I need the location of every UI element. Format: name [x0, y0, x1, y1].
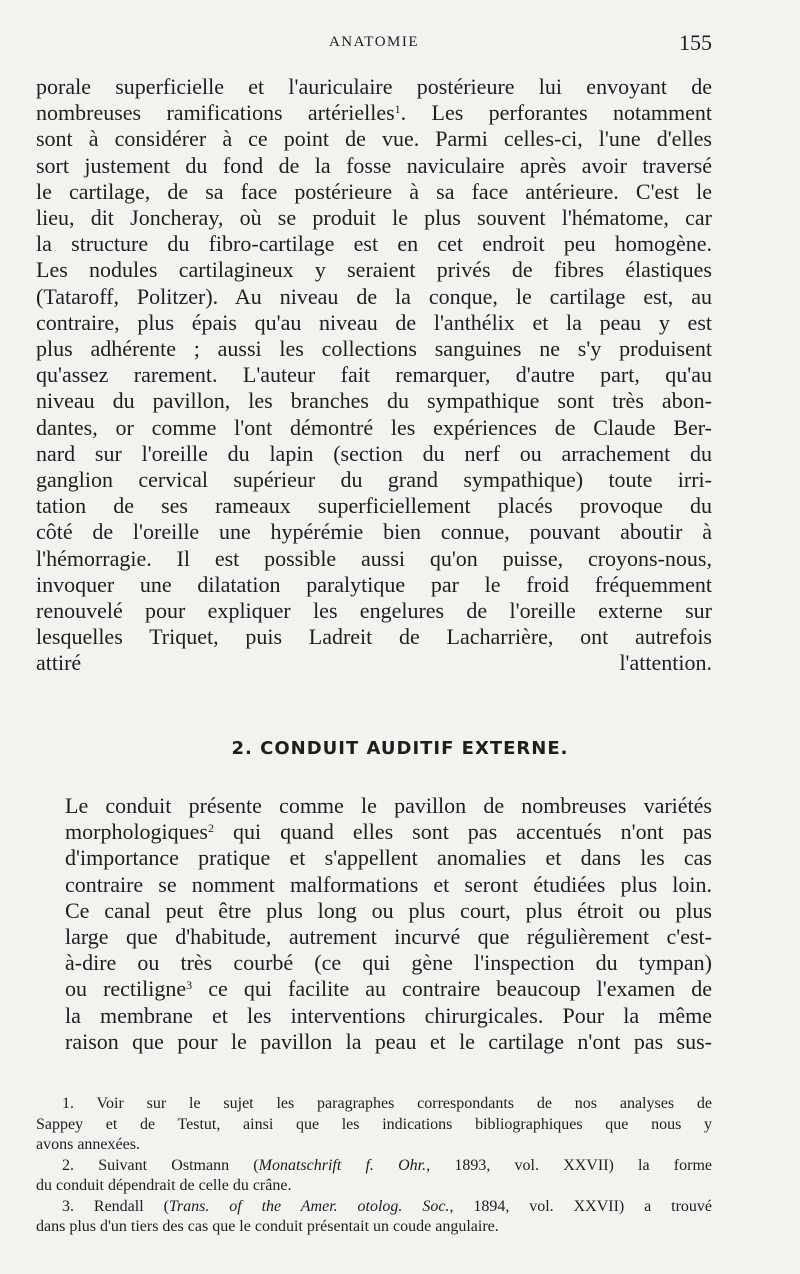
footnote-line: avons annexées.: [36, 1136, 140, 1153]
text-line: à-dire ou très courbé (ce qui gène l'inspection du tympan): [65, 950, 712, 976]
text-line: sont à considérer à ce point de vue. Parmi celles-ci, l'une d'elles: [36, 126, 712, 152]
running-head-title: ANATOMIE: [328, 34, 420, 50]
text-line: porale superficielle et l'auriculaire postérieure lui envoyant de: [36, 74, 712, 99]
footnotes: [36, 1094, 712, 1238]
page-number: 155: [679, 30, 712, 55]
footnote-line: du conduit dépendrait de celle du crâne.: [36, 1177, 292, 1194]
footnote-2: [36, 1156, 712, 1197]
text-line: lesquelles Triquet, puis Ladreit de Lacharrière, ont autrefois: [36, 624, 712, 650]
text-line: ou rectiligne$^3$ ce qui facilite au contraire beaucoup l'examen de: [65, 976, 712, 1002]
text-line: qu'assez rarement. L'auteur fait remarquer, d'autre part, qu'au: [36, 362, 712, 388]
journal-title: Monatschrift f. Ohr.: [258, 1156, 427, 1174]
text-line: sort justement du fond de la fosse naviculaire après avoir traversé: [36, 152, 712, 178]
footnote-ref-1: 1: [394, 102, 401, 117]
text-line: raison que pour le pavillon la peau et le cartilage n'ont pas sus-: [65, 1028, 712, 1054]
text-line: Le conduit présente comme le pavillon de nombreuses variétés: [65, 793, 712, 818]
text-line: l'hémorragie. Il est possible aussi qu'on puisse, croyons-nous,: [36, 545, 712, 571]
text-line: d'importance pratique et s'appellent anomalies et dans les cas: [65, 845, 712, 871]
text-line: nombreuses ramifications artérielles$^1$. Les perforantes notamment: [36, 100, 712, 126]
footnote-line: dans plus d'un tiers des cas que le conduit présentait un coude angulaire.: [36, 1218, 499, 1235]
text-line: côté de l'oreille une hypérémie bien connue, pouvant aboutir à: [36, 519, 712, 545]
text-line: la structure du fibro-cartilage est en cet endroit peu homogène.: [36, 231, 712, 257]
section-heading: 2. CONDUIT AUDITIF EXTERNE.: [231, 738, 569, 759]
footnote-3: [36, 1197, 712, 1238]
text-line: tation de ses rameaux superficiellement placés provoque du: [36, 493, 712, 519]
footnote-line: 1. Voir sur le sujet les paragraphes correspondants de nos analyses de: [62, 1095, 712, 1112]
text-line: morphologiques$^2$ qui quand elles sont pas accentués n'ont pas: [65, 819, 712, 845]
footnote-line: Sappey et de Testut, ainsi que les indications bibliographiques que nous y: [36, 1115, 712, 1133]
text-line: lieu, dit Joncheray, où se produit le plus souvent l'hématome, car: [36, 205, 712, 231]
footnote-1: [36, 1094, 712, 1156]
paragraph-conduit: [36, 793, 712, 1055]
paragraph-pavillon: [36, 74, 712, 677]
text-line: invoquer une dilatation paralytique par le froid fréquemment: [36, 571, 712, 597]
footnote-line: 2. Suivant Ostmann (Monatschrift f. Ohr., 1893, vol. XXVII) la forme: [62, 1156, 712, 1174]
text-line: attiré l'attention.: [36, 650, 712, 676]
text-line: renouvelé pour expliquer les engelures de l'oreille externe sur: [36, 598, 712, 624]
running-head: [36, 30, 712, 60]
journal-title: Trans. of the Amer. otolog. Soc.: [168, 1197, 450, 1215]
text-line: large que d'habitude, autrement incurvé que régulièrement c'est-: [65, 924, 712, 950]
footnote-ref-3: 3: [186, 978, 193, 993]
text-line: Les nodules cartilagineux y seraient privés de fibres élastiques: [36, 257, 712, 283]
footnote-line: 3. Rendall (Trans. of the Amer. otolog. Soc., 1894, vol. XXVII) a trouvé: [62, 1197, 712, 1215]
text-line: ganglion cervical supérieur du grand sympathique) toute irri-: [36, 467, 712, 493]
text-line: contraire, plus épais qu'au niveau de l'anthélix et la peau y est: [36, 309, 712, 335]
text-line: la membrane et les interventions chirurgicales. Pour la même: [65, 1002, 712, 1028]
text-line: contraire se nomment malformations et seront étudiées plus loin.: [65, 871, 712, 897]
text-line: le cartilage, de sa face postérieure à sa face antérieure. C'est le: [36, 178, 712, 204]
text-line: dantes, or comme l'ont démontré les expériences de Claude Ber-: [36, 414, 712, 440]
footnote-ref-2: 2: [208, 821, 214, 836]
text-line: niveau du pavillon, les branches du sympathique sont très abon-: [36, 388, 712, 414]
text-line: (Tataroff, Politzer). Au niveau de la conque, le cartilage est, au: [36, 283, 712, 309]
text-line: nard sur l'oreille du lapin (section du nerf ou arrachement du: [36, 440, 712, 466]
text-line: Ce canal peut être plus long ou plus court, plus étroit ou plus: [65, 897, 712, 923]
text-line: plus adhérente ; aussi les collections sanguines ne s'y produisent: [36, 336, 712, 362]
